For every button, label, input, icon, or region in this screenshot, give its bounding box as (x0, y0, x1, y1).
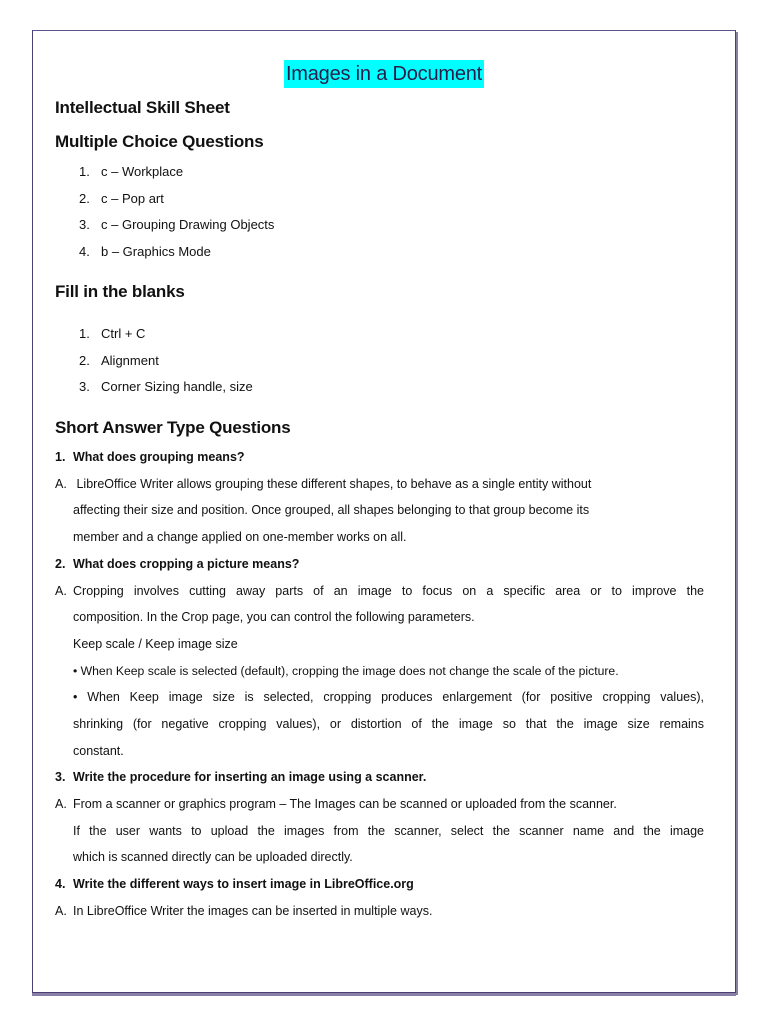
question-2 (55, 557, 299, 571)
question-3 (55, 770, 426, 784)
fill-heading: Fill in the blanks (55, 282, 185, 301)
answer-line: In LibreOffice Writer the images can be inserted in multiple ways. (73, 904, 433, 918)
question-number: 4. (55, 877, 66, 891)
mcq-item-number: 4. (79, 244, 90, 259)
fill-item-number: 1. (79, 326, 90, 341)
fill-item-number: 3. (79, 379, 90, 394)
mcq-item-number: 3. (79, 217, 90, 232)
question-number: 3. (55, 770, 66, 784)
question-1 (55, 450, 245, 464)
answer-label: A. (55, 477, 67, 491)
fill-item: Ctrl + C (101, 326, 146, 341)
answer-label: A. (55, 797, 67, 811)
question-4 (55, 877, 414, 891)
answer-line: Cropping involves cutting away parts of an image to focus on a specific area or to improve the (73, 584, 704, 598)
fill-item: Alignment (101, 353, 159, 368)
title-container (0, 60, 768, 88)
answer-label: A. (55, 584, 67, 598)
question-text: What does grouping means? (73, 450, 245, 464)
bullet-line: • When Keep image size is selected, cropping produces enlargement (for positive cropping values), (73, 690, 704, 704)
mcq-item: c – Pop art (101, 191, 164, 206)
answer-line: composition. In the Crop page, you can control the following parameters. (73, 610, 475, 624)
mcq-item-number: 2. (79, 191, 90, 206)
mcq-item: c – Grouping Drawing Objects (101, 217, 275, 232)
answer-line: LibreOffice Writer allows grouping these different shapes, to behave as a single entity without (73, 477, 592, 491)
mcq-item-number: 1. (79, 164, 90, 179)
page-title: Images in a Document (284, 60, 484, 88)
mcq-item: b – Graphics Mode (101, 244, 211, 259)
subtitle: Intellectual Skill Sheet (55, 98, 230, 117)
mcq-item: c – Workplace (101, 164, 184, 179)
question-text: What does cropping a picture means? (73, 557, 300, 571)
question-text: Write the different ways to insert image in LibreOffice.org (73, 877, 414, 891)
answer-label: A. (55, 904, 67, 918)
answer-line: constant. (73, 744, 124, 758)
bullet-line: • When Keep scale is selected (default), cropping the image does not change the scale of the picture. (73, 664, 619, 678)
answer-line: Keep scale / Keep image size (73, 637, 238, 651)
question-text: Write the procedure for inserting an image using a scanner. (73, 770, 427, 784)
answer-line: which is scanned directly can be uploaded directly. (73, 850, 353, 864)
question-number: 2. (55, 557, 66, 571)
answer-line: affecting their size and position. Once grouped, all shapes belonging to that group become its (73, 503, 590, 517)
answer-line: shrinking (for negative cropping values), or distortion of the image so that the image size remains (73, 717, 704, 731)
short-answer-heading: Short Answer Type Questions (55, 418, 291, 437)
answer-line: member and a change applied on one-member works on all. (73, 530, 407, 544)
answer-line: If the user wants to upload the images from the scanner, select the scanner name and the image (73, 824, 704, 838)
fill-item-number: 2. (79, 353, 90, 368)
fill-item: Corner Sizing handle, size (101, 379, 253, 394)
answer-line: From a scanner or graphics program – The Images can be scanned or uploaded from the scanner. (73, 797, 617, 811)
mcq-heading: Multiple Choice Questions (55, 132, 264, 151)
question-number: 1. (55, 450, 66, 464)
